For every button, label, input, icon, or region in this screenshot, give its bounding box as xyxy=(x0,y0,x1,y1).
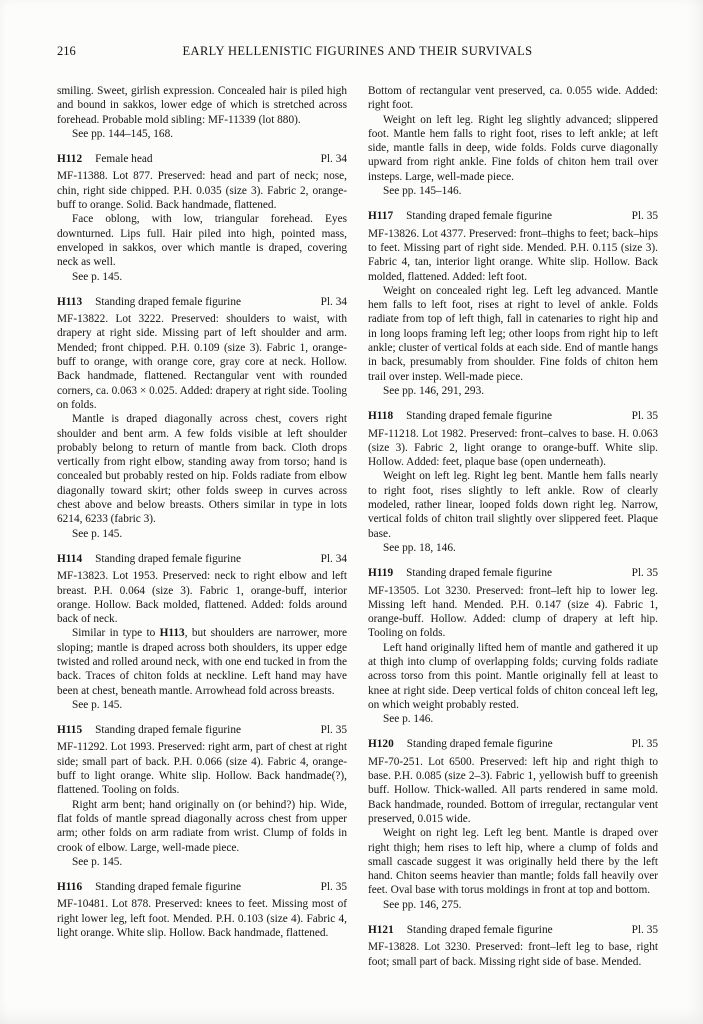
entry-paragraph: Mantle is draped diagonally across chest, covers right shoulder and bent arm. A few folds visible at left shoulder probably belong to return of mantle from back. Cloth drops vertically from right elbow, standing away from torso; hand is concealed but probably rested on hip. Folds radiate from elbow diagonally toward skirt; other folds sweep in curves across chest above and below breasts. Others similar in type in lots 6214, 6233 (fabric 3). xyxy=(57,413,347,526)
running-head-title: EARLY HELLENISTIC FIGURINES AND THEIR SURVIVALS xyxy=(182,44,533,58)
entry-plate: Pl. 35 xyxy=(631,410,658,423)
entry-h121 xyxy=(368,923,658,969)
see-reference: See pp. 144–145, 168. xyxy=(72,127,174,140)
entry-id: H120 xyxy=(368,738,394,751)
entry-h118 xyxy=(368,409,658,555)
entry-paragraph: MF-13505. Lot 3230. Preserved: front–left hip to lower leg. Missing left hand. Mended. P.H. 0.147 (size 4). Fabric 1, orange-buff. Hollow. Added: clump of drapery at left hip. Tooling on folds. xyxy=(368,584,658,640)
see-reference: See pp. 18, 146. xyxy=(383,541,456,554)
entry-title: Standing draped female figurine xyxy=(95,295,241,308)
entry-paragraph: MF-13823. Lot 1953. Preserved: neck to right elbow and left breast. P.H. 0.064 (size 3). Fabric 1, orange-buff, interior orange. Hollow. Back molded, flattened. Added: folds around back of neck. xyxy=(57,570,347,626)
entry-h115 xyxy=(57,723,347,869)
entry-plate: Pl. 35 xyxy=(320,724,347,737)
entry-paragraph: Weight on right leg. Left leg bent. Mantle is draped over right thigh; hem rises to left hip, where a clump of folds and small cascade suggest it was originally held there by the left hand. Chiton seems heavier than mantle; folds fall heavily over feet. Oval base with torus moldings in front at top and bottom. xyxy=(368,827,658,897)
entry-paragraph: MF-70-251. Lot 6500. Preserved: left hip and right thigh to base. P.H. 0.085 (size 2–3). Fabric 1, yellowish buff to greenish buff. Hollow. Thick-walled. All parts rendered in same mold. Back handmade, rounded. Bottom of irregular, rectangular vent preserved, 0.015 wide. xyxy=(368,755,658,825)
see-reference: See p. 145. xyxy=(72,855,123,868)
see-reference: See pp. 145–146. xyxy=(383,185,462,198)
entry-h120 xyxy=(368,737,658,912)
entry-h112 xyxy=(57,152,347,284)
entry-paragraph: MF-11218. Lot 1982. Preserved: front–calves to base. H. 0.063 (size 3). Fabric 2, light orange to orange-buff. White slip. Hollow. Added: feet, plaque base (open underneath). xyxy=(368,427,658,469)
entry-title: Standing draped female figurine xyxy=(406,410,552,423)
entry-heading xyxy=(57,295,347,309)
entry-plate: Pl. 35 xyxy=(320,881,347,894)
entry-title: Standing draped female figurine xyxy=(95,881,241,894)
entry-id: H119 xyxy=(368,567,394,580)
entry-h114 xyxy=(57,552,347,712)
entry-title: Standing draped female figurine xyxy=(406,738,553,751)
entry-title: Standing draped female figurine xyxy=(406,210,552,223)
entry-paragraph: MF-13822. Lot 3222. Preserved: shoulders to waist, with drapery at right side. Missing part of left shoulder and arm. Mended; front chipped. P.H. 0.109 (size 3). Fabric 1, orange-buff to orange, with orange core, gray core at neck. Hollow. Back handmade, flattened. Rectangular vent with rounded corners, ca. 0.063 × 0.025. Added: drapery at right side. Tooling on folds. xyxy=(57,313,347,411)
entry-heading xyxy=(57,552,347,566)
see-reference: See p. 145. xyxy=(72,698,123,711)
entry-paragraph: Face oblong, with low, triangular forehead. Eyes downturned. Lips full. Hair piled into high, pointed mass, enveloped in sakkos, over which mantle is draped, covering neck as well. xyxy=(57,213,347,269)
entry-heading xyxy=(368,209,658,223)
left-column xyxy=(57,84,347,969)
entry-h113 xyxy=(57,295,347,541)
entry-paragraph: MF-10481. Lot 878. Preserved: knees to feet. Missing most of right lower leg, left foot. Mended. P.H. 0.103 (size 4). Fabric 4, light orange. White slip. Hollow. Back handmade, flattened. xyxy=(57,898,347,940)
entry-h119 xyxy=(368,566,658,726)
entry-paragraph: Right arm bent; hand originally on (or behind?) hip. Wide, flat folds of mantle spread diagonally across chest from upper arm; other folds on arm radiate from wrist. Clump of folds in crook of elbow. Large, well-made piece. xyxy=(57,798,347,854)
entry-paragraph: MF-11388. Lot 877. Preserved: head and part of neck; nose, chin, right side chipped. P.H. 0.035 (size 3). Fabric 2, orange-buff to orange. Solid. Back handmade, flattened. xyxy=(57,170,347,212)
entry-id: H114 xyxy=(57,552,83,565)
entry-title: Standing draped female figurine xyxy=(95,552,241,565)
continuation-paragraph: smiling. Sweet, girlish expression. Concealed hair is piled high and bound in sakkos, lower edge of which is stretched across forehead. Probable mold sibling: MF-11339 (lot 880). xyxy=(57,85,347,126)
entry-plate: Pl. 35 xyxy=(631,924,658,937)
entry-heading xyxy=(57,723,347,737)
see-reference: See p. 145. xyxy=(72,527,123,540)
see-reference: See pp. 146, 275. xyxy=(383,898,462,911)
entry-id: H118 xyxy=(368,410,394,423)
entry-plate: Pl. 35 xyxy=(631,738,658,751)
entry-id: H117 xyxy=(368,210,394,223)
entry-heading xyxy=(368,923,658,937)
entry-id: H121 xyxy=(368,924,394,937)
entry-id: H116 xyxy=(57,881,83,894)
entry-plate: Pl. 34 xyxy=(320,552,347,565)
entry-paragraph xyxy=(57,626,347,697)
entry-id: H113 xyxy=(57,295,83,308)
entry-heading xyxy=(368,409,658,423)
entry-h117 xyxy=(368,209,658,398)
entry-title: Standing draped female figurine xyxy=(95,724,241,737)
right-column xyxy=(368,84,658,969)
entry-id: H115 xyxy=(57,724,83,737)
entry-plate: Pl. 35 xyxy=(631,210,658,223)
see-reference: See pp. 146, 291, 293. xyxy=(383,384,485,397)
entry-paragraph: Weight on left leg. Right leg slightly advanced; slippered foot. Mantle hem falls to right foot, rises to left ankle; at left side, mantle falls in deep, wide folds. Folds curve diagonally upward from right ankle. Fine folds of chiton hem trail over insteps. Large, well-made piece. xyxy=(368,113,658,183)
entry-paragraph: Weight on left leg. Right leg bent. Mantle hem falls nearly to right foot, rises slightly to left ankle. Row of clearly modeled, rather linear, looped folds down right leg. Narrow, vertical folds of chiton trail slightly over slippered feet. Plaque base. xyxy=(368,470,658,540)
entry-paragraph: MF-13828. Lot 3230. Preserved: front–left leg to base, right foot; small part of back. Missing right side of base. Mended. xyxy=(368,941,658,968)
entry-title: Standing draped female figurine xyxy=(406,924,553,937)
text-segment: , but shoulders are narrower, more sloping; mantle is draped across both shoulders, its upper edge twisted and rolled around neck, with one end tucked in from the back. Traces of chiton folds at neckline. Left hand may have been at chest, beneath mantle. Arrowhead fold across breasts. xyxy=(57,627,347,697)
entry-heading xyxy=(368,566,658,580)
see-reference: See p. 146. xyxy=(383,713,434,726)
cross-reference: H113 xyxy=(159,627,185,640)
entry-plate: Pl. 35 xyxy=(631,567,658,580)
entry-heading xyxy=(57,880,347,894)
see-reference: See p. 145. xyxy=(72,270,123,283)
continuation-paragraph: Bottom of rectangular vent preserved, ca. 0.055 wide. Added: right foot. xyxy=(368,85,658,112)
entry-paragraph: Left hand originally lifted hem of mantle and gathered it up at thigh into clump of overlapping folds; curving folds radiate across torso from this point. Mantle originally fell at least to knee at right side. Deep vertical folds of chiton conceal left leg, on which weight probably rested. xyxy=(368,641,658,711)
entry-id: H112 xyxy=(57,153,83,166)
entry-plate: Pl. 34 xyxy=(320,295,347,308)
text-segment: Similar in type to xyxy=(72,627,160,640)
page-number: 216 xyxy=(57,44,76,58)
entry-heading xyxy=(57,152,347,166)
entry-plate: Pl. 34 xyxy=(320,153,347,166)
entry-title: Female head xyxy=(95,153,153,166)
running-header xyxy=(57,44,658,62)
entry-h116 xyxy=(57,880,347,940)
entry-paragraph: Weight on concealed right leg. Left leg advanced. Mantle hem falls to left foot, rises at right to level of ankle. Folds radiate from top of left thigh, fall in catenaries to right hip and in long loops framing left leg; other loops from right hip to left ankle; cluster of vertical folds at each side. End of mantle hangs in back, presumably from shoulder. Fine folds of chiton hem trail over instep. Well-made piece. xyxy=(368,284,658,383)
entry-title: Standing draped female figurine xyxy=(406,567,552,580)
entry-heading xyxy=(368,737,658,751)
entry-paragraph: MF-11292. Lot 1993. Preserved: right arm, part of chest at right side; small part of back. P.H. 0.066 (size 4). Fabric 4, orange-buff to light orange. White slip. Hollow. Back handmade(?), flattened. Tooling on folds. xyxy=(57,741,347,797)
text-columns xyxy=(57,84,658,969)
entry-paragraph: MF-13826. Lot 4377. Preserved: front–thighs to feet; back–hips to feet. Missing part of right side. Mended. P.H. 0.115 (size 3). Fabric 4, tan, interior light orange. White slip. Hollow. Back molded, flattened. Added: left foot. xyxy=(368,227,658,283)
